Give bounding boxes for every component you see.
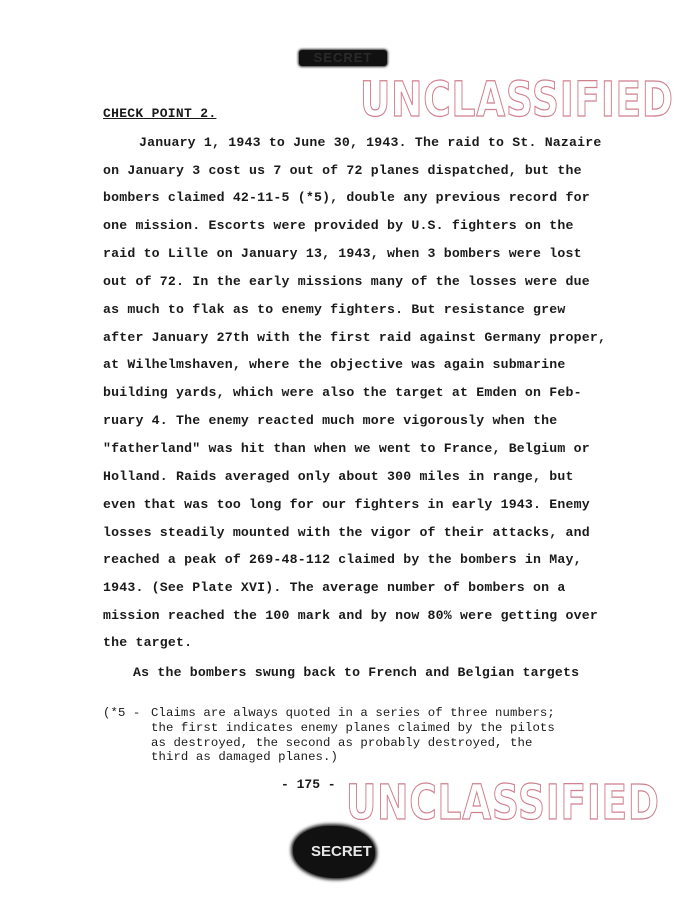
body-line: as much to flak as to enemy fighters. But resistance grew [103, 302, 566, 317]
body-line: after January 27th with the first raid against Germany proper, [103, 330, 607, 345]
body-line: Holland. Raids averaged only about 300 miles in range, but [103, 469, 574, 484]
body-line: mission reached the 100 mark and by now 80% were getting over [103, 608, 598, 623]
page-number: - 175 - [281, 777, 336, 792]
footnote-line: Claims are always quoted in a series of three numbers; [151, 706, 555, 720]
footnote-line: as destroyed, the second as probably destroyed, the [151, 736, 533, 750]
body-line: 1943. (See Plate XVI). The average number of bombers on a [103, 580, 566, 595]
body-line: "fatherland" was hit than when we went to France, Belgium or [103, 441, 590, 456]
body-line: As the bombers swung back to French and Belgian targets [133, 665, 580, 680]
footnote-line: third as damaged planes.) [151, 750, 338, 764]
secret-stamp-bottom-text: SECRET [311, 843, 372, 860]
body-line: January 1, 1943 to June 30, 1943. The raid to St. Nazaire [139, 135, 602, 150]
body-line: on January 3 cost us 7 out of 72 planes dispatched, but the [103, 163, 582, 178]
body-line: losses steadily mounted with the vigor of their attacks, and [103, 525, 590, 540]
section-heading: CHECK POINT 2. [103, 106, 217, 121]
body-line: building yards, which were also the target at Emden on Feb- [103, 385, 582, 400]
body-line: bombers claimed 42-11-5 (*5), double any previous record for [103, 190, 590, 205]
unclassified-stamp-bottom: UNCLASSIFIED [346, 775, 660, 831]
unclassified-stamp-top: UNCLASSIFIED [360, 72, 674, 128]
body-line: ruary 4. The enemy reacted much more vigorously when the [103, 413, 558, 428]
body-line: the target. [103, 635, 193, 650]
body-line: out of 72. In the early missions many of the losses were due [103, 274, 590, 289]
secret-stamp-bottom [293, 826, 375, 878]
body-line: reached a peak of 269-48-112 claimed by the bombers in May, [103, 552, 582, 567]
body-line: at Wilhelmshaven, where the objective was again submarine [103, 357, 566, 372]
secret-stamp-top [299, 50, 387, 66]
body-line: even that was too long for our fighters in early 1943. Enemy [103, 497, 590, 512]
footnote-line: the first indicates enemy planes claimed by the pilots [151, 721, 555, 735]
body-line: one mission. Escorts were provided by U.S. fighters on the [103, 218, 574, 233]
body-line: raid to Lille on January 13, 1943, when 3 bombers were lost [103, 246, 582, 261]
secret-stamp-top-text: SECRET [313, 50, 373, 65]
footnote-marker: (*5 - [103, 706, 141, 720]
